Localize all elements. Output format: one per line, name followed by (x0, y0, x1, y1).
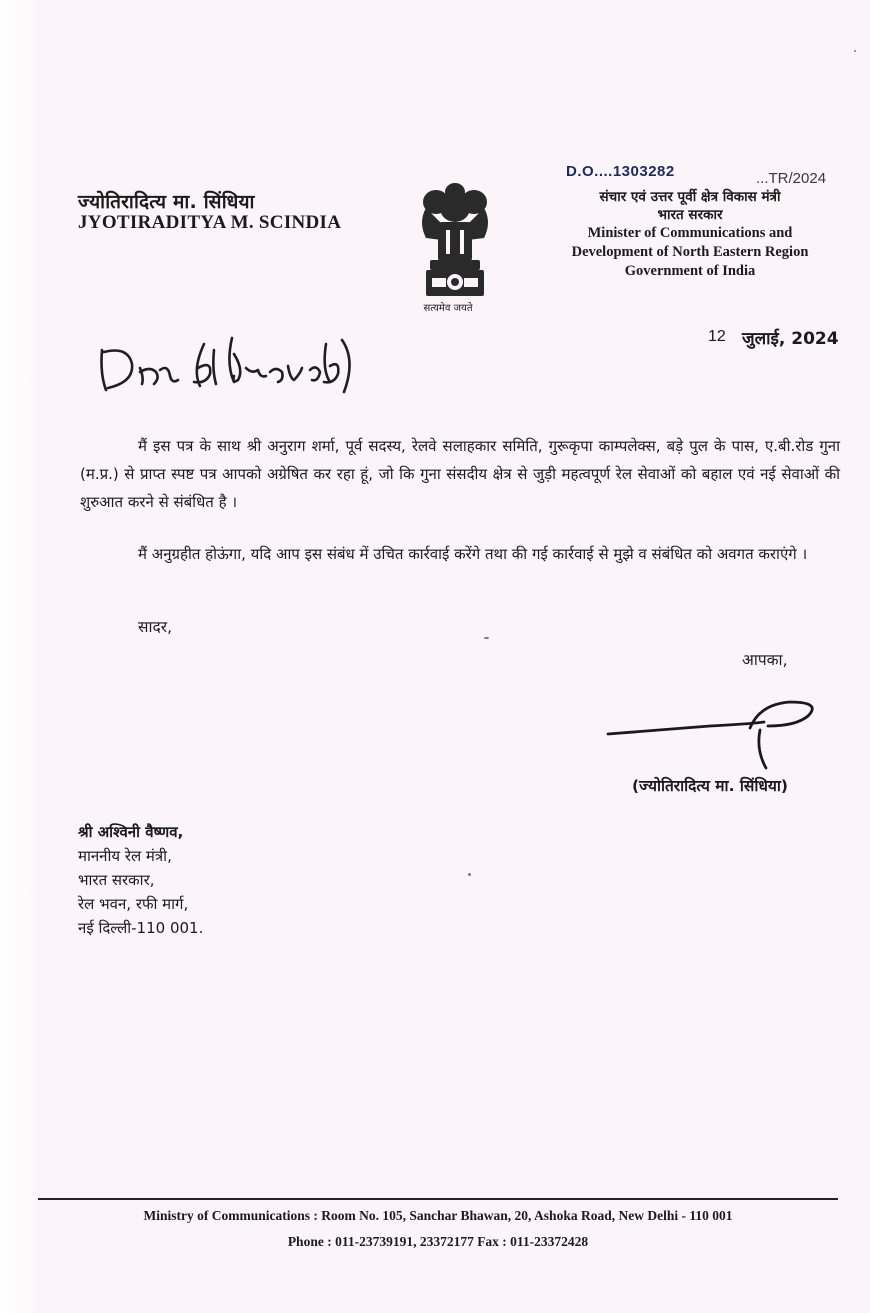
ministry-english-line1: Minister of Communications and (587, 225, 793, 241)
minister-designation (540, 188, 840, 281)
handwritten-salutation (94, 330, 364, 410)
sender-name-english: JYOTIRADITYA M. SCINDIA (78, 212, 342, 233)
addressee-designation: माननीय रेल मंत्री, (78, 847, 172, 865)
do-number: D.O....1303282 (566, 163, 675, 180)
footer-address: Ministry of Communications : Room No. 105, Sanchar Bhawan, 20, Ashoka Road, New Delhi - 110 001 (143, 1208, 733, 1223)
do-number-suffix: ...TR/2024 (756, 170, 827, 187)
scan-speck (468, 873, 471, 876)
scan-speck (854, 50, 856, 52)
addressee-street: रेल भवन, रफी मार्ग, (78, 895, 189, 913)
closing-regards: सादर, (138, 618, 172, 636)
page-left-margin (0, 0, 34, 1313)
addressee-block (78, 820, 203, 940)
national-emblem-icon (412, 178, 498, 318)
body-paragraph-2: मैं अनुग्रहीत होऊंगा, यदि आप इस संबंध में उचित कार्रवाई करेंगे तथा की गई कार्रवाई से मुझे व संबंधित को अवगत कराएंगे । (138, 545, 808, 563)
footer-divider (38, 1198, 838, 1200)
ministry-hindi-line2: भारत सरकार (657, 207, 723, 223)
footer-contact: Phone : 011-23739191, 23372177 Fax : 011-23372428 (287, 1234, 589, 1249)
handwritten-signature (600, 690, 830, 780)
addressee-city: नई दिल्ली-110 001. (78, 919, 204, 937)
body-paragraph-1: मैं इस पत्र के साथ श्री अनुराग शर्मा, पूर्व सदस्य, रेलवे सलाहकार समिति, गुरूकृपा काम्पलेक्स, बड़े पुल के पास, ए.बी.रोड गुना (म.प्र.) से प्राप्त स्पष्ट पत्र आपको अग्रेषित कर रहा हूं, जो कि गुना संसदीय क्षेत्र से जुड़ी महत्वपूर्ण रेल सेवाओं को बहाल एवं नई सेवाओं की शुरुआत करने से संबंधित है । (80, 437, 840, 511)
addressee-name: श्री अश्विनी वैष्णव, (78, 823, 184, 841)
closing-yours: आपका, (742, 651, 788, 669)
date-day: 12 (708, 328, 726, 345)
date-month-year: जुलाई, 2024 (742, 329, 839, 349)
ministry-english-line2: Development of North Eastern Region (571, 244, 809, 260)
scan-speck (484, 637, 489, 639)
ministry-english-line3: Government of India (624, 263, 756, 279)
ministry-hindi-line1: संचार एवं उत्तर पूर्वी क्षेत्र विकास मंत्री (599, 189, 781, 205)
addressee-govt: भारत सरकार, (78, 871, 155, 889)
signatory-name: (ज्योतिरादित्य मा. सिंधिया) (632, 777, 788, 795)
emblem-motto: सत्यमेव जयते (423, 303, 473, 314)
sender-name-hindi: ज्योतिरादित्य मा. सिंधिया (78, 191, 255, 213)
